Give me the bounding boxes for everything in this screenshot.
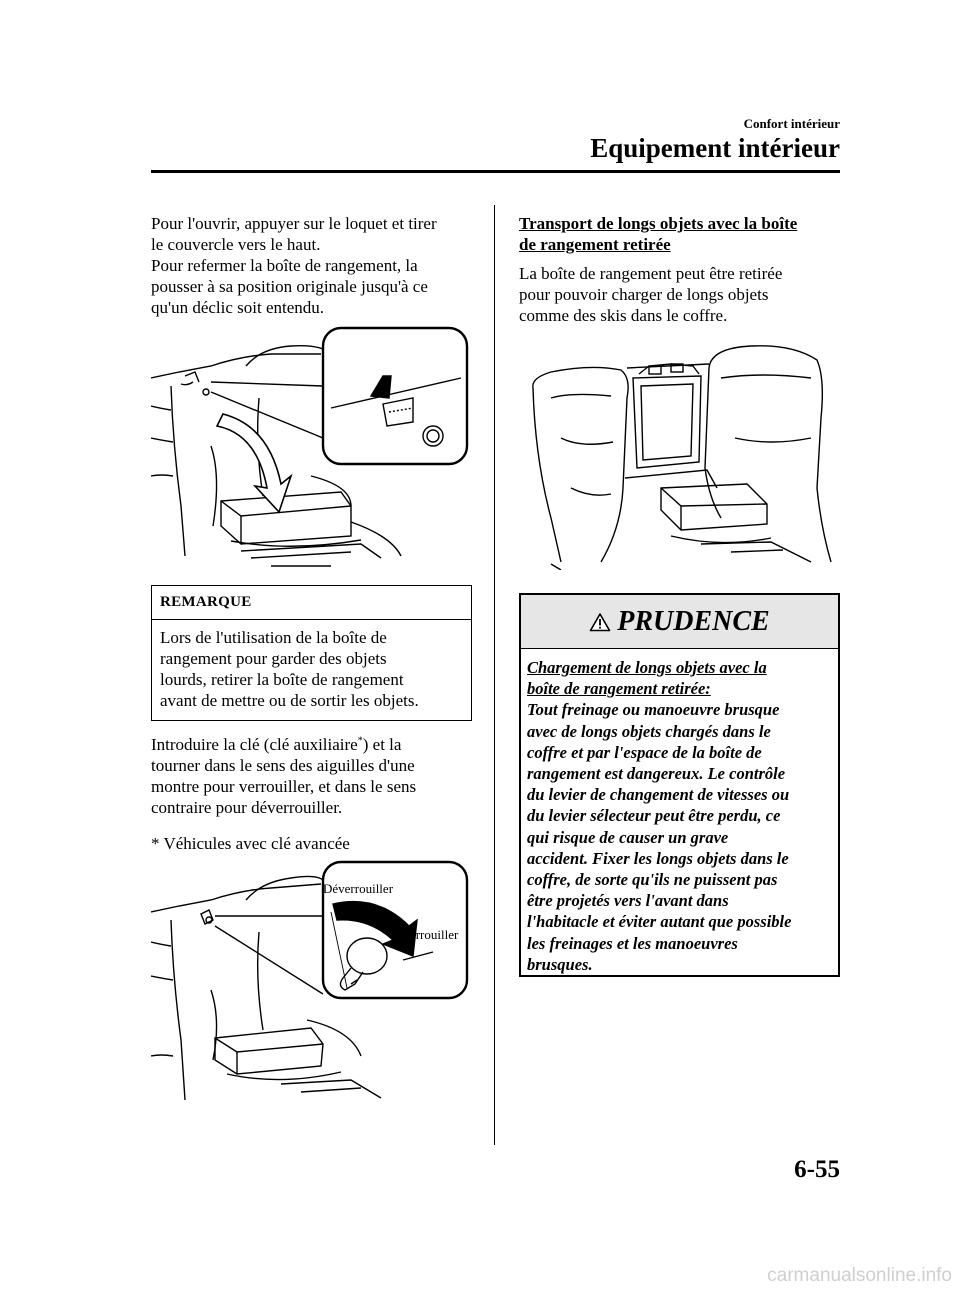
- caution-subtitle: Chargement de longs objets avec la: [527, 658, 767, 677]
- caution-line: avec de longs objets chargés dans le: [527, 721, 771, 741]
- heading-line: Transport de longs objets avec la boîte: [519, 214, 798, 233]
- paragraph-line: comme des skis dans le coffre.: [519, 306, 728, 325]
- lock-paragraph: [151, 734, 481, 818]
- page-title: Equipement intérieur: [590, 133, 840, 163]
- note-body: [152, 620, 471, 711]
- paragraph-line: pour pouvoir charger de longs objets: [519, 285, 769, 304]
- figure-box-removed: [521, 338, 841, 570]
- intro-paragraph: [151, 213, 481, 318]
- page-number: 6-55: [794, 1156, 840, 1183]
- caution-line: coffre, de sorte qu'ils ne puissent pas: [527, 870, 778, 890]
- note-line: lourds, retirer la boîte de rangement: [160, 670, 404, 689]
- section-heading: [519, 213, 839, 255]
- lock-line: contraire pour déverrouiller.: [151, 798, 343, 817]
- heading-line: de rangement retirée: [519, 235, 671, 254]
- caution-subtitle: boîte de rangement retirée:: [527, 679, 711, 699]
- note-line: rangement pour garder des objets: [160, 649, 387, 668]
- warning-icon: [589, 612, 611, 632]
- caution-line: du levier sélecteur peut être perdu, ce: [527, 806, 781, 826]
- header-rule: [151, 170, 840, 173]
- footnote: * Véhicules avec clé avancée: [151, 834, 350, 853]
- intro-line: pousser à sa position originale jusqu'à ce: [151, 277, 428, 296]
- caution-line: être projetés vers l'avant dans: [527, 891, 729, 911]
- lock-line: [151, 734, 481, 755]
- caution-line: coffre et par l'espace de la boîte de: [527, 742, 762, 762]
- caution-body: [521, 649, 838, 975]
- caution-line: l'habitacle et éviter autant que possible: [527, 912, 792, 932]
- long-objects-paragraph: [519, 263, 839, 326]
- lock-line-text: Introduire la clé (clé auxiliaire: [151, 735, 358, 754]
- note-line: avant de mettre ou de sortir les objets.: [160, 691, 419, 710]
- note-box: [151, 585, 472, 721]
- lock-label: Verrouiller: [402, 927, 459, 942]
- footnote-marker: *: [357, 735, 363, 747]
- caution-line: accident. Fixer les longs objets dans le: [527, 848, 789, 868]
- note-line: Lors de l'utilisation de la boîte de: [160, 628, 387, 647]
- caution-line: rangement est dangereux. Le contrôle: [527, 764, 786, 784]
- caution-line: Tout freinage ou manoeuvre brusque: [527, 700, 780, 720]
- intro-line: le couvercle vers le haut.: [151, 235, 321, 254]
- caution-line: du levier de changement de vitesses ou: [527, 785, 790, 805]
- caution-title: PRUDENCE: [617, 605, 770, 637]
- lock-line-text: ) et la: [362, 735, 402, 754]
- caution-line: les freinages et les manoeuvres: [527, 933, 738, 953]
- figure-lock-unlock: [151, 860, 471, 1106]
- paragraph-line: La boîte de rangement peut être retirée: [519, 264, 783, 283]
- note-title: REMARQUE: [152, 586, 471, 620]
- caution-box: [519, 593, 840, 977]
- unlock-label: Déverrouiller: [323, 881, 394, 896]
- caution-line: brusques.: [527, 954, 593, 974]
- watermark[interactable]: carmanualsonline.info: [767, 1265, 952, 1286]
- intro-line: qu'un déclic soit entendu.: [151, 298, 325, 317]
- intro-line: Pour l'ouvrir, appuyer sur le loquet et tirer: [151, 214, 437, 233]
- section-label: Confort intérieur: [743, 116, 840, 131]
- figure-storage-box-close: [151, 326, 471, 572]
- lock-line: montre pour verrouiller, et dans le sens: [151, 777, 417, 796]
- caution-line: qui risque de causer un grave: [527, 827, 729, 847]
- lock-line: tourner dans le sens des aiguilles d'une: [151, 756, 415, 775]
- caution-header: [521, 595, 838, 649]
- column-divider: [494, 205, 495, 1145]
- intro-line: Pour refermer la boîte de rangement, la: [151, 256, 418, 275]
